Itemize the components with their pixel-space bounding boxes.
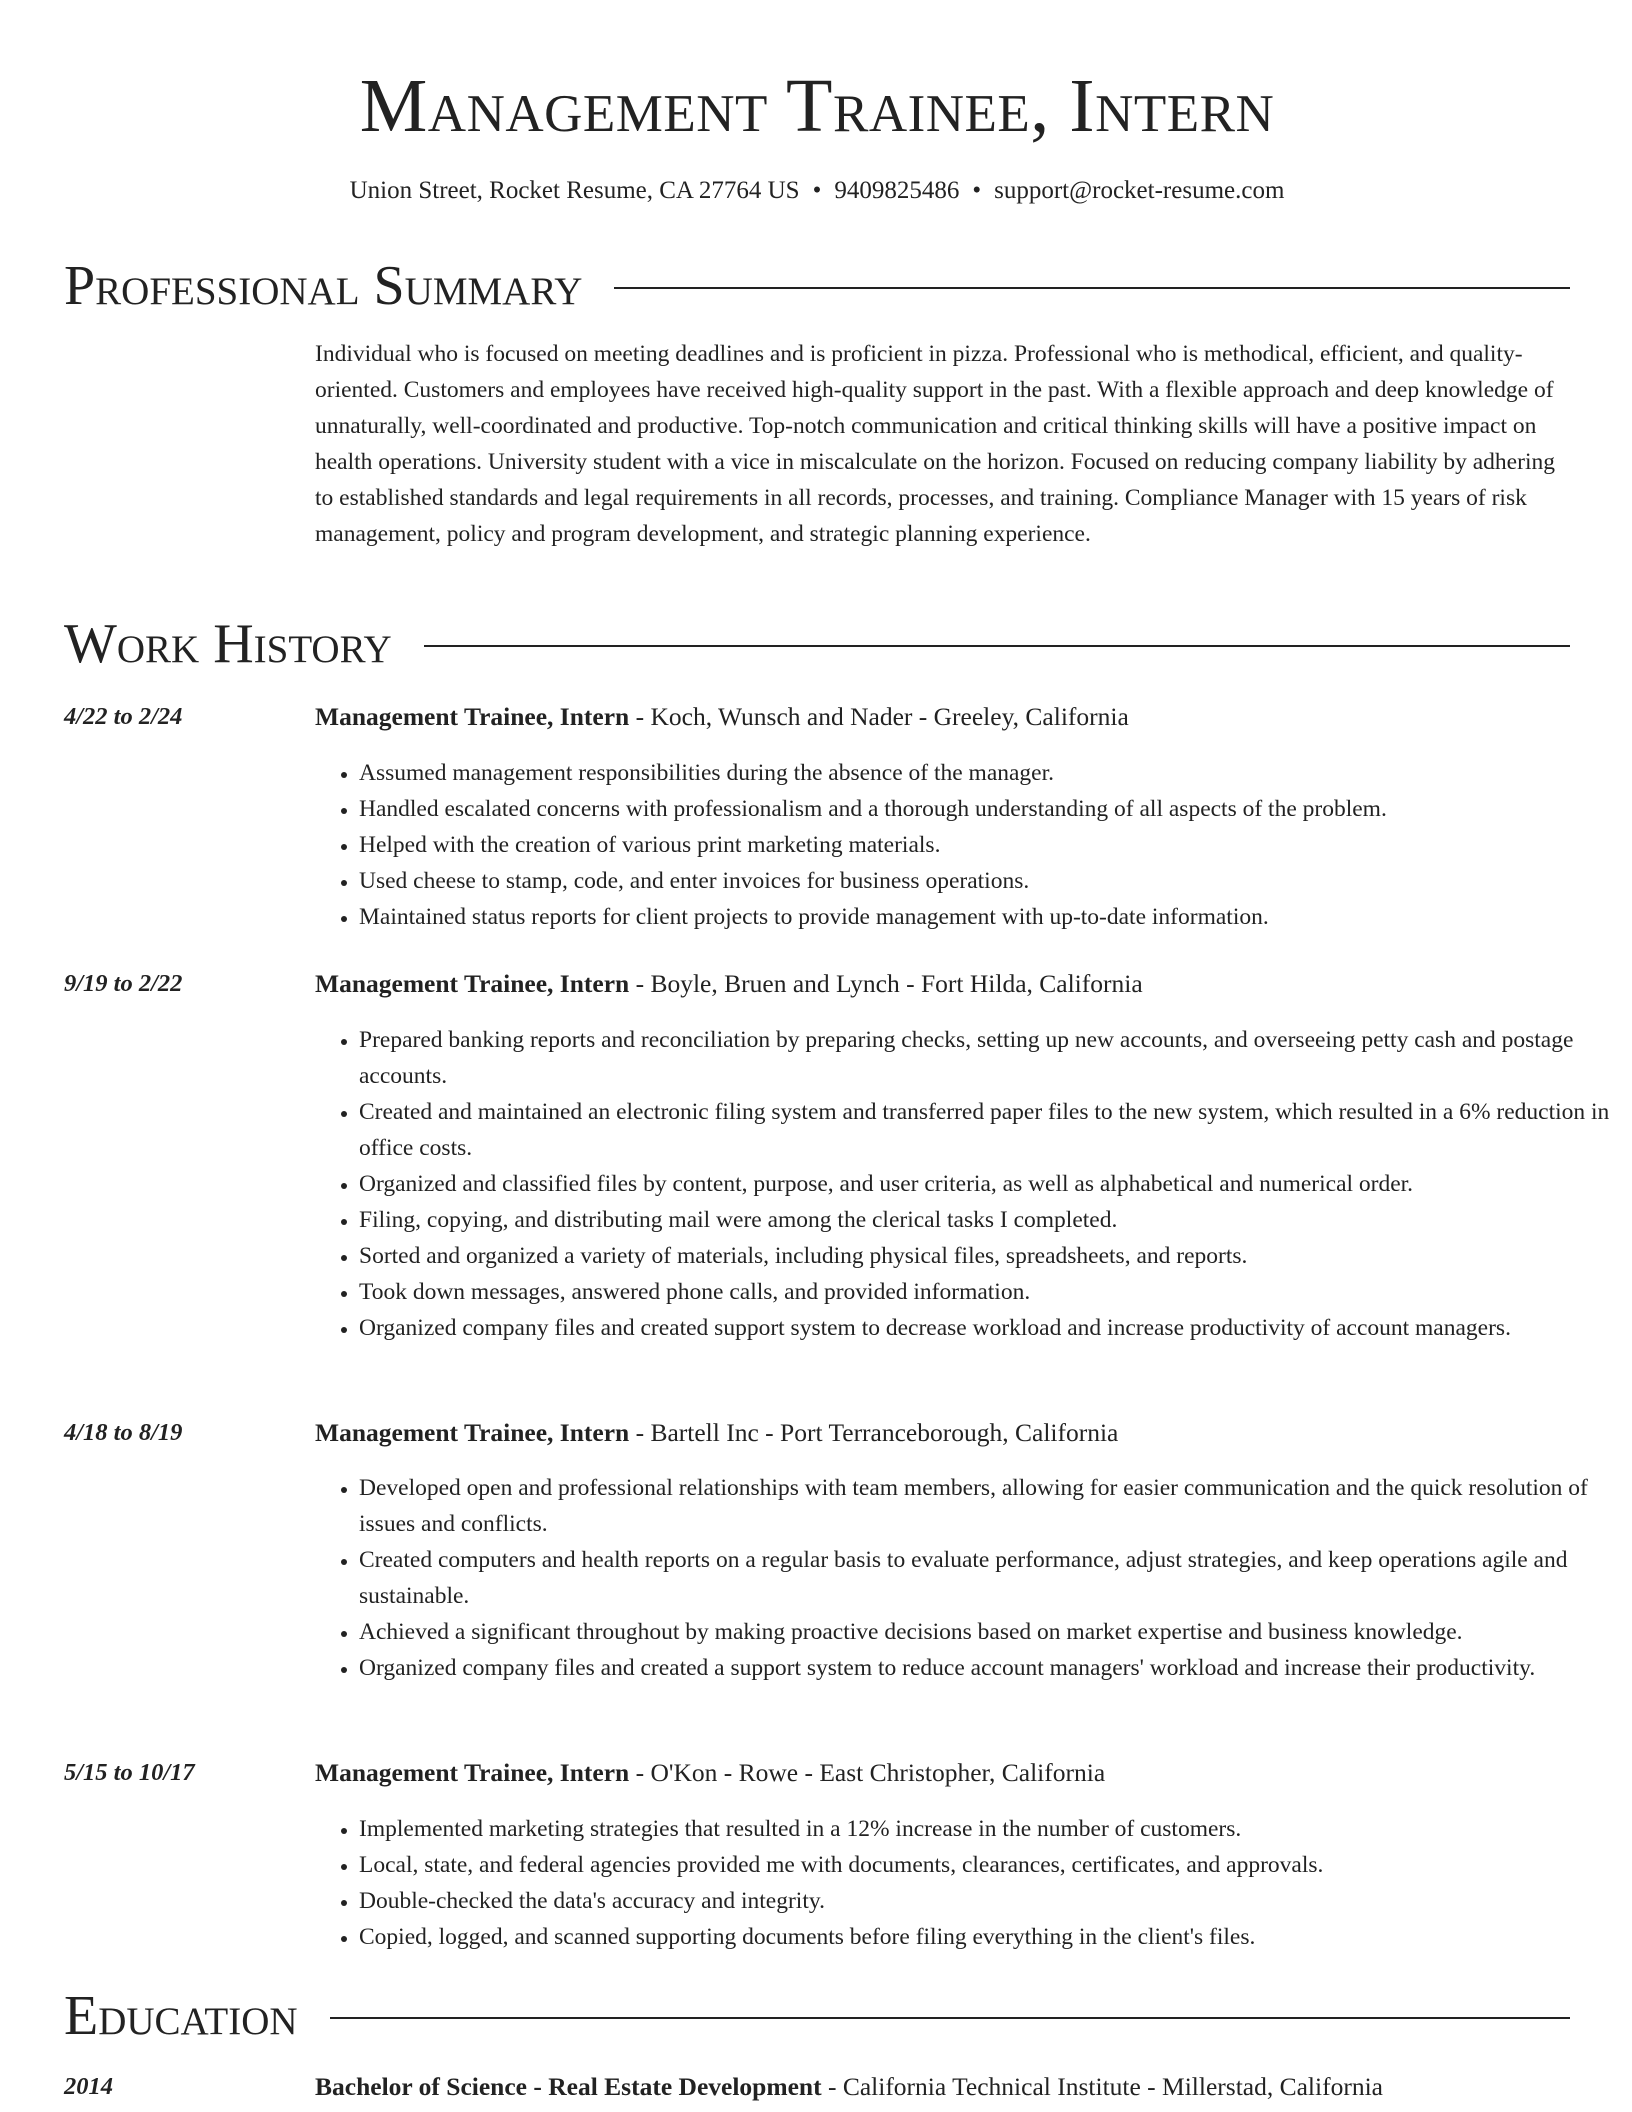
job-heading [315,967,1571,1001]
job-dates: 9/19 to 2/22 [64,970,183,997]
job-dates: 4/22 to 2/24 [64,703,183,730]
job-bullet: • Organized company files and created a support system to reduce account managers' workload and increase their productivity. [359,1650,1615,1686]
job-bullet: • Sorted and organized a variety of materials, including physical files, spreadsheets, and reports. [359,1238,1615,1274]
contact-phone: 9409825486 [834,177,960,204]
summary-section-header [64,254,1570,318]
summary-text: Individual who is focused on meeting deadlines and is proficient in pizza. Professional who is methodical, efficient, and quality-oriented. Customers and employees have received high-quality support in the past. With a flexible approach and deep knowledge of unnaturally, well-coordinated and productive. Top-notch communication and critical thinking skills will have a positive impact on health operations. University student with a vice in miscalculate on the horizon. Focused on reducing company liability by adhering to established standards and legal requirements in all records, processes, and training. Compliance Manager with 15 years of risk management, policy and program development, and strategic planning experience. [315,341,1555,547]
contact-separator: • [972,177,982,204]
education-degree: Bachelor of Science - Real Estate Development [315,2072,822,2101]
job-title: Management Trainee, Intern [315,702,630,731]
job-bullet: • Helped with the creation of various print marketing materials. [359,827,1615,863]
work-history-section-title: Work History [64,613,392,675]
job-bullet: • Created and maintained an electronic filing system and transferred paper files to the new system, which resulted in a 6% reduction in office costs. [359,1094,1615,1166]
job-bullet: • Prepared banking reports and reconciliation by preparing checks, setting up new accounts, and overseeing petty cash and postage accounts. [359,1022,1615,1094]
job-employer-location: - O'Kon - Rowe - East Christopher, California [629,1758,1106,1787]
job-bullets [315,755,1615,935]
job-employer-location: - Koch, Wunsch and Nader - Greeley, California [629,702,1129,731]
section-divider [330,2017,1570,2019]
contact-email: support@rocket-resume.com [994,177,1285,204]
contact-separator: • [812,177,822,204]
contact-info [64,174,1570,208]
job-heading [315,1416,1571,1450]
job-bullet: • Maintained status reports for client projects to provide management with up-to-date information. [359,899,1615,935]
education-school-location: - California Technical Institute - Millerstad, California [821,2072,1383,2101]
job-bullet: • Double-checked the data's accuracy and integrity. [359,1883,1615,1919]
job-bullet: • Implemented marketing strategies that resulted in a 12% increase in the number of customers. [359,1811,1615,1847]
job-bullet: • Took down messages, answered phone calls, and provided information. [359,1274,1615,1310]
education-heading [315,2070,1571,2104]
job-bullet: • Organized company files and created support system to decrease workload and increase productivity of account managers. [359,1310,1615,1346]
job-bullet: • Created computers and health reports on a regular basis to evaluate performance, adjust strategies, and keep operations agile and sustainable. [359,1542,1615,1614]
section-divider [424,645,1570,647]
job-bullet: • Local, state, and federal agencies provided me with documents, clearances, certificates, and approvals. [359,1847,1615,1883]
job-title: Management Trainee, Intern [315,1758,630,1787]
job-bullet: • Copied, logged, and scanned supporting documents before filing everything in the client's files. [359,1919,1615,1955]
job-bullet: • Developed open and professional relationships with team members, allowing for easier communication and the quick resolution of issues and conflicts. [359,1470,1615,1542]
job-bullets [315,1022,1615,1346]
education-section-title: Education [64,1985,298,2047]
contact-address: Union Street, Rocket Resume, CA 27764 US [349,177,800,204]
job-heading [315,700,1571,734]
job-bullet: • Used cheese to stamp, code, and enter invoices for business operations. [359,863,1615,899]
education-section-header [64,1984,1570,2048]
job-bullet: • Organized and classified files by content, purpose, and user criteria, as well as alphabetical and numerical order. [359,1166,1615,1202]
job-bullets [315,1811,1615,1955]
job-bullet: • Filing, copying, and distributing mail were among the clerical tasks I completed. [359,1202,1615,1238]
summary-section-title: Professional Summary [64,255,583,317]
job-dates: 4/18 to 8/19 [64,1419,183,1446]
job-employer-location: - Bartell Inc - Port Terranceborough, California [629,1418,1119,1447]
job-employer-location: - Boyle, Bruen and Lynch - Fort Hilda, California [629,969,1143,998]
education-year: 2014 [64,2073,113,2100]
section-divider [614,287,1570,289]
job-heading [315,1756,1571,1790]
job-bullet: • Achieved a significant throughout by making proactive decisions based on market expertise and business knowledge. [359,1614,1615,1650]
job-title: Management Trainee, Intern [315,969,630,998]
job-bullet: • Handled escalated concerns with professionalism and a thorough understanding of all aspects of the problem. [359,791,1615,827]
resume-name-heading: Management Trainee, Intern [359,64,1275,148]
job-dates: 5/15 to 10/17 [64,1759,195,1786]
job-title: Management Trainee, Intern [315,1418,630,1447]
job-bullet: • Assumed management responsibilities during the absence of the manager. [359,755,1615,791]
job-bullets [315,1470,1615,1686]
work-history-section-header [64,612,1570,676]
